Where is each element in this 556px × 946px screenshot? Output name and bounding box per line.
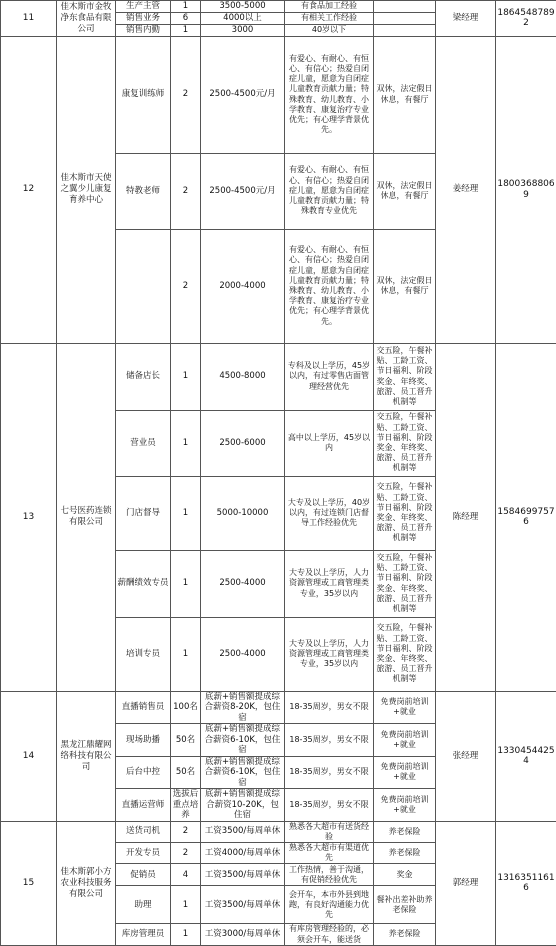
job-title: 开发专员 [116,842,171,863]
job-title: 销售业务 [116,13,171,25]
job-title: 储备店长 [116,343,171,410]
job-count: 1 [171,343,201,410]
job-salary: 2500-4500元/月 [201,36,285,153]
contact-phone: 13163511616 [496,821,556,945]
row-number: 14 [1,691,57,821]
job-count: 2 [171,842,201,863]
company-name: 佳木斯郭小方农业科技服务有限公司 [57,821,116,945]
contact-person: 姜经理 [436,36,496,343]
row-number: 12 [1,36,57,343]
table-row [1,821,556,842]
job-title: 送货司机 [116,821,171,842]
job-count: 1 [171,924,201,945]
job-salary: 底薪+销售额提成综合薪资8-20K，包住宿 [201,691,285,724]
job-title: 特教老师 [116,153,171,229]
job-benefits [374,13,436,25]
job-count: 100名 [171,691,201,724]
job-benefits: 交五险，午餐补贴、工龄工资、节日福利、阶段奖金、年终奖、旅游、员工晋升机制等 [374,550,436,617]
job-benefits: 奖金 [374,864,436,886]
table-row [1,691,556,724]
contact-person: 郭经理 [436,821,496,945]
job-title: 生产主管 [116,1,171,13]
contact-person: 张经理 [436,691,496,821]
job-requirement: 有爱心、有耐心、有恒心、有信心；热爱自闭症儿童，愿意为自闭症儿童教育贡献力量；特殊教育、幼儿教育、小学教育、康复治疗专业优先；有心理学背景优先。 [285,36,374,153]
job-salary: 底薪+销售额提成综合薪资10-20K，包住宿 [201,789,285,822]
job-title: 直播销售员 [116,691,171,724]
company-name: 七号医药连锁有限公司 [57,343,116,691]
job-benefits: 免费岗前培训+就业 [374,756,436,789]
job-count: 1 [171,550,201,617]
job-title: 现场助播 [116,724,171,757]
job-requirement: 高中以上学历，45岁以内 [285,410,374,476]
job-title: 营业员 [116,410,171,476]
contact-phone: 18003688069 [496,36,556,343]
job-benefits: 交五险，午餐补贴、工龄工资、节日福利、阶段奖金、年终奖、旅游、员工晋升机制等 [374,476,436,550]
company-name: 佳木斯市天使之翼少儿康复育养中心 [57,36,116,343]
job-count: 1 [171,1,201,13]
job-count: 2 [171,153,201,229]
job-requirement: 18-35周岁，男女不限 [285,691,374,724]
job-count: 1 [171,617,201,691]
job-requirement: 熟悉各大超市有送货经验 [285,821,374,842]
job-requirement: 大专及以上学历，40岁以内，有过连锁门店督导工作经验优先 [285,476,374,550]
job-count: 2 [171,229,201,343]
company-name: 黑龙江鼎耀网络科技有限公司 [57,691,116,821]
job-salary: 4500-8000 [201,343,285,410]
job-title: 后台中控 [116,756,171,789]
job-count: 50名 [171,756,201,789]
job-requirement: 大专及以上学历，人力资源管理或工商管理类专业，35岁以内 [285,617,374,691]
job-benefits: 双休，法定假日休息，有餐厅 [374,153,436,229]
job-requirement: 熟悉各大超市有渠道优先 [285,842,374,863]
job-count: 2 [171,36,201,153]
job-benefits: 双休，法定假日休息，有餐厅 [374,36,436,153]
table-row [1,36,556,153]
contact-phone: 15846997576 [496,343,556,691]
job-salary: 5000-10000 [201,476,285,550]
job-salary: 2500-4000 [201,617,285,691]
job-salary: 底薪+销售额提成综合薪资6-10K，包住宿 [201,724,285,757]
contact-phone: 13304544254 [496,691,556,821]
job-count: 50名 [171,724,201,757]
contact-person: 陈经理 [436,343,496,691]
job-count: 4 [171,864,201,886]
job-benefits: 双休，法定假日休息，有餐厅 [374,229,436,343]
row-number: 11 [1,1,57,37]
table-row [1,1,556,13]
table-row [1,343,556,410]
job-count: 1 [171,410,201,476]
job-benefits [374,1,436,13]
job-salary: 工资3000/每周单休 [201,924,285,945]
job-title [116,229,171,343]
job-count: 1 [171,476,201,550]
job-count: 1 [171,25,201,37]
job-count: 6 [171,13,201,25]
job-requirement: 18-35周岁，男女不限 [285,724,374,757]
job-requirement: 大专及以上学历，人力资源管理或工商管理类专业，35岁以内 [285,550,374,617]
row-number: 13 [1,343,57,691]
job-benefits: 养老保险 [374,924,436,945]
job-requirement: 18-35周岁，男女不限 [285,756,374,789]
job-salary: 2500-6000 [201,410,285,476]
job-requirement: 专科及以上学历，45岁以内，有过零售店面管理经营优先 [285,343,374,410]
job-salary: 工资3500/每周单休 [201,864,285,886]
job-benefits: 餐补出差补助养老保险 [374,886,436,924]
job-requirement: 有爱心、有耐心、有恒心、有信心；热爱自闭症儿童，愿意为自闭症儿童教育贡献力量；特殊教育、幼儿教育、小学教育、康复治疗专业优先；有心理学背景优先。 [285,229,374,343]
job-benefits: 养老保险 [374,821,436,842]
job-benefits: 交五险，午餐补贴、工龄工资、节日福利、阶段奖金、年终奖、旅游、员工晋升机制等 [374,343,436,410]
job-count: 2 [171,821,201,842]
job-title: 门店督导 [116,476,171,550]
job-benefits: 免费岗前培训+就业 [374,789,436,822]
job-count: 1 [171,886,201,924]
job-salary: 4000以上 [201,13,285,25]
job-title: 助理 [116,886,171,924]
job-title: 库房管理员 [116,924,171,945]
job-salary: 3000 [201,25,285,37]
contact-phone: 18645487892 [496,1,556,37]
job-salary: 3500-5000 [201,1,285,13]
job-requirement: 有爱心、有耐心、有恒心、有信心；热爱自闭症儿童，愿意为自闭症儿童教育贡献力量；特殊教育专业优先 [285,153,374,229]
job-benefits [374,25,436,37]
contact-person: 梁经理 [436,1,496,37]
job-title: 促销员 [116,864,171,886]
job-salary: 2500-4500元/月 [201,153,285,229]
company-name: 佳木斯市金牧净东食品有限公司 [57,1,116,37]
job-salary: 底薪+销售额提成综合薪资6-10K，包住宿 [201,756,285,789]
job-count: 选拔后重点培养 [171,789,201,822]
job-salary: 2000-4000 [201,229,285,343]
row-number: 15 [1,821,57,945]
job-benefits: 养老保险 [374,842,436,863]
job-title: 薪酬绩效专员 [116,550,171,617]
job-requirement: 有食品加工经验 [285,1,374,13]
job-title: 直播运营师 [116,789,171,822]
job-salary: 工资3500/每周单休 [201,886,285,924]
job-benefits: 免费岗前培训+就业 [374,691,436,724]
job-title: 培训专员 [116,617,171,691]
job-requirement: 有相关工作经验 [285,13,374,25]
job-benefits: 交五险，午餐补贴、工龄工资、节日福利、阶段奖金、年终奖、旅游、员工晋升机制等 [374,617,436,691]
job-requirement: 有库房管理经验的，必须会开车，能送货 [285,924,374,945]
job-requirement: 40岁以下 [285,25,374,37]
job-requirement: 工作热情，善于沟通，有促销经验优先 [285,864,374,886]
job-benefits: 免费岗前培训+就业 [374,724,436,757]
job-title: 销售内勤 [116,25,171,37]
job-title: 康复训练师 [116,36,171,153]
job-requirement: 会开车，本市外县到地跑，有良好沟通能力优先 [285,886,374,924]
job-salary: 2500-4000 [201,550,285,617]
job-salary: 工资4000/每周单休 [201,842,285,863]
job-benefits: 交五险，午餐补贴、工龄工资、节日福利、阶段奖金、年终奖、旅游、员工晋升机制等 [374,410,436,476]
job-salary: 工资3500/每周单休 [201,821,285,842]
job-requirement: 18-35周岁，男女不限 [285,789,374,822]
